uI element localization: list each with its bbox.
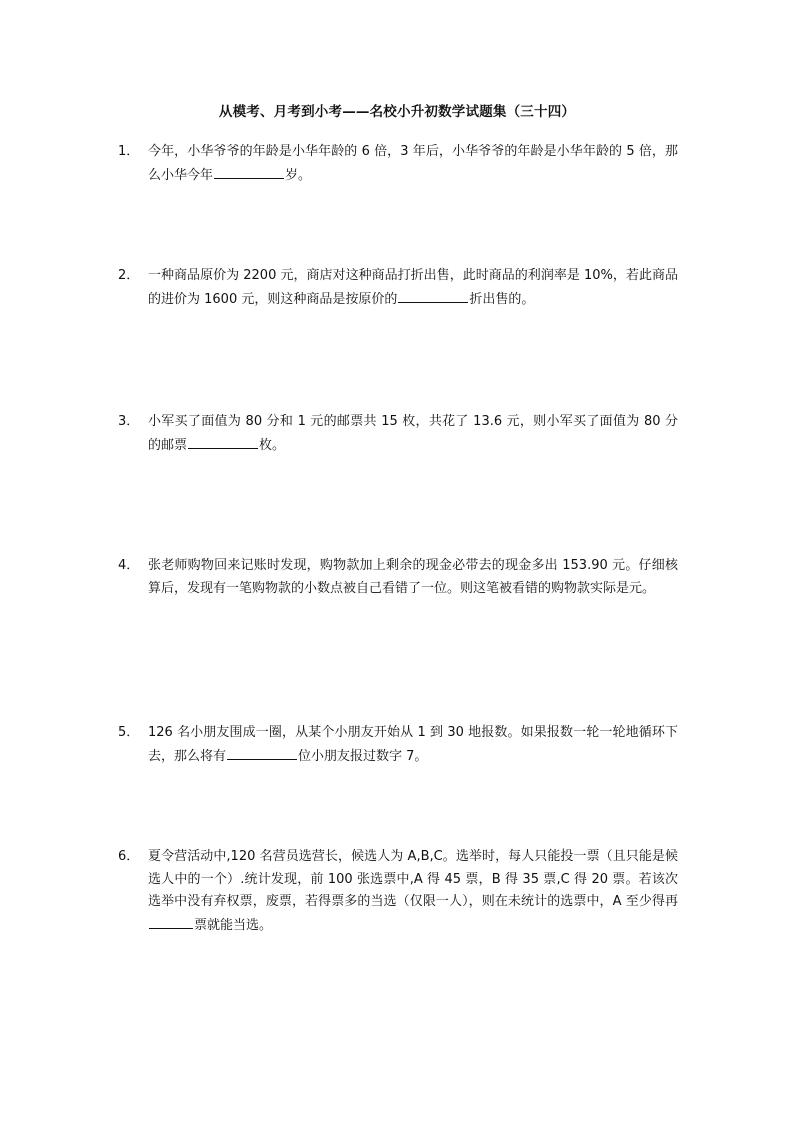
question-text: [148, 846, 678, 937]
question-1: [118, 141, 678, 187]
page-title: 从模考、月考到小考——名校小升初数学试题集（三十四）: [218, 104, 576, 120]
question-number: 5．: [118, 725, 140, 740]
answer-blank[interactable]: [227, 745, 297, 760]
question-text-before: 126 名小朋友围成一圈，从某个小朋友开始从 1 到 30 地报数。如果报数一轮一轮地循环下去，那么将有: [148, 725, 678, 764]
question-text-after: 枚。: [259, 437, 286, 453]
question-text-before: 夏令营活动中,120 名营员选营长，候选人为 A,B,C。选举时，每人只能投一票（且只能是候选人中的一个）.统计发现，前 100 张选票中,A 得 45 票，B 得 35 票,C 得 20 票。若该次选举中没有弃权票，废票，若得票多的当选（仅限一人），则在未统计的选票中，A 至少得再: [148, 849, 678, 909]
answer-blank[interactable]: [398, 288, 468, 303]
question-number: 1．: [118, 144, 140, 159]
question-number: 2．: [118, 268, 140, 283]
question-2: [118, 265, 678, 311]
question-text-after: 岁。: [285, 167, 312, 183]
question-number: 4．: [118, 558, 140, 573]
answer-blank[interactable]: [149, 914, 193, 929]
question-number: 6．: [118, 849, 140, 864]
question-text: [148, 722, 678, 768]
question-text-before: 小军买了面值为 80 分和 1 元的邮票共 15 枚，共花了 13.6 元，则小军买了面值为 80 分的邮票: [148, 414, 678, 453]
question-5: [118, 722, 678, 768]
question-text: [148, 411, 678, 457]
answer-blank[interactable]: [214, 164, 284, 179]
question-text-before: 今年，小华爷爷的年龄是小华年龄的 6 倍，3 年后，小华爷爷的年龄是小华年龄的 5 倍，那么小华今年: [148, 144, 678, 183]
question-text: [148, 141, 678, 187]
question-text: [148, 265, 678, 311]
question-6: [118, 846, 678, 937]
answer-blank[interactable]: [188, 434, 258, 449]
question-text-before: 一种商品原价为 2200 元，商店对这种商品打折出售，此时商品的利润率是 10%，若此商品的进价为 1600 元，则这种商品是按原价的: [148, 268, 678, 307]
question-4: [118, 555, 678, 600]
question-text: 张老师购物回来记账时发现，购物款加上剩余的现金必带去的现金多出 153.90 元。仔细核算后，发现有一笔购物款的小数点被自己看错了一位。则这笔被看错的购物款实际是元。: [148, 558, 678, 596]
question-text-after: 折出售的。: [469, 291, 535, 307]
question-text-after: 票就能当选。: [194, 917, 273, 933]
question-number: 3．: [118, 414, 140, 429]
question-text-after: 位小朋友报过数字 7。: [298, 748, 428, 764]
question-3: [118, 411, 678, 457]
